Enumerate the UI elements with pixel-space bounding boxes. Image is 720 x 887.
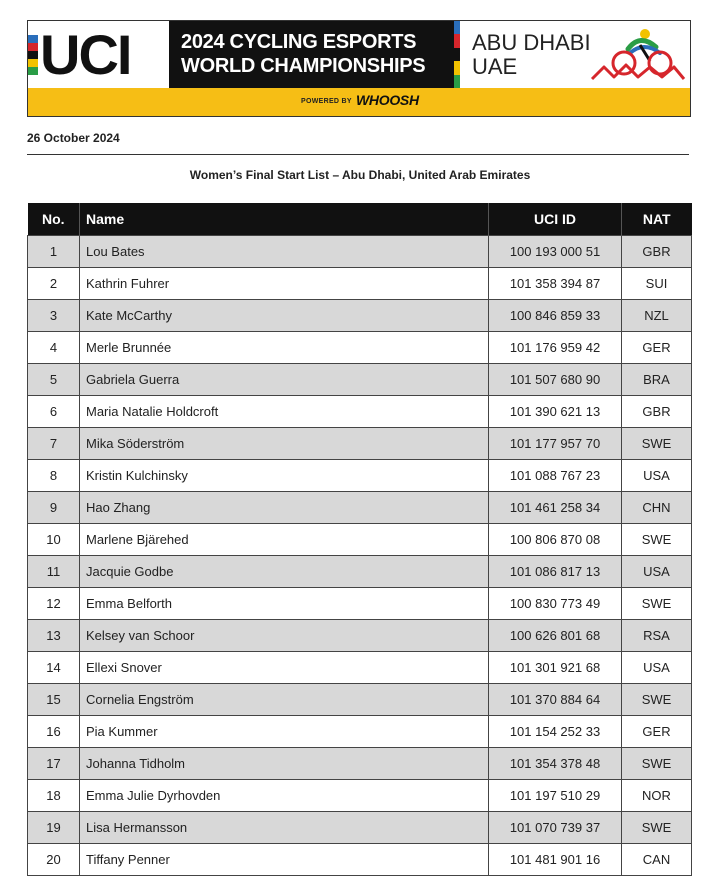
table-row <box>28 812 692 844</box>
cell-no: 18 <box>28 780 80 812</box>
table-row <box>28 652 692 684</box>
table-row <box>28 300 692 332</box>
cell-name: Ellexi Snover <box>80 652 489 684</box>
cell-nat: CHN <box>622 492 692 524</box>
table-row <box>28 492 692 524</box>
cell-no: 19 <box>28 812 80 844</box>
cell-no: 9 <box>28 492 80 524</box>
cell-no: 17 <box>28 748 80 780</box>
cell-uci-id: 100 193 000 51 <box>489 236 622 268</box>
cell-name: Pia Kummer <box>80 716 489 748</box>
cell-uci-id: 101 177 957 70 <box>489 428 622 460</box>
table-header-row <box>28 203 692 236</box>
table-row <box>28 268 692 300</box>
rainbow-stripes-icon <box>28 35 38 75</box>
event-banner <box>27 20 691 117</box>
cell-uci-id: 101 481 901 16 <box>489 844 622 876</box>
cell-nat: NOR <box>622 780 692 812</box>
cell-uci-id: 100 806 870 08 <box>489 524 622 556</box>
cell-no: 6 <box>28 396 80 428</box>
cell-uci-id: 100 846 859 33 <box>489 300 622 332</box>
column-header-uci-id: UCI ID <box>489 203 622 236</box>
cell-nat: GBR <box>622 396 692 428</box>
cell-no: 16 <box>28 716 80 748</box>
cell-name: Mika Söderström <box>80 428 489 460</box>
cell-nat: GBR <box>622 236 692 268</box>
table-row <box>28 332 692 364</box>
table-row <box>28 588 692 620</box>
cell-nat: SWE <box>622 748 692 780</box>
cell-nat: SUI <box>622 268 692 300</box>
table-row <box>28 556 692 588</box>
cell-uci-id: 101 070 739 37 <box>489 812 622 844</box>
cell-nat: SWE <box>622 588 692 620</box>
cell-uci-id: 101 301 921 68 <box>489 652 622 684</box>
table-row <box>28 396 692 428</box>
cell-no: 1 <box>28 236 80 268</box>
table-row <box>28 460 692 492</box>
column-header-nat: NAT <box>622 203 692 236</box>
cell-nat: CAN <box>622 844 692 876</box>
cell-nat: GER <box>622 716 692 748</box>
table-row <box>28 716 692 748</box>
cell-no: 5 <box>28 364 80 396</box>
cell-uci-id: 101 176 959 42 <box>489 332 622 364</box>
powered-by-label: POWERED BY <box>301 98 352 105</box>
country-name: UAE <box>472 54 518 79</box>
cell-name: Lisa Hermansson <box>80 812 489 844</box>
cell-name: Emma Belforth <box>80 588 489 620</box>
cell-nat: SWE <box>622 428 692 460</box>
table-row <box>28 748 692 780</box>
cell-name: Emma Julie Dyrhovden <box>80 780 489 812</box>
start-list-table <box>27 203 692 876</box>
cell-name: Kelsey van Schoor <box>80 620 489 652</box>
sponsor-bar <box>28 88 690 116</box>
cell-nat: USA <box>622 652 692 684</box>
cell-uci-id: 100 626 801 68 <box>489 620 622 652</box>
uci-logo <box>28 21 168 88</box>
cell-no: 14 <box>28 652 80 684</box>
cell-name: Kathrin Fuhrer <box>80 268 489 300</box>
cell-name: Cornelia Engström <box>80 684 489 716</box>
cell-name: Johanna Tidholm <box>80 748 489 780</box>
table-row <box>28 428 692 460</box>
cell-uci-id: 101 507 680 90 <box>489 364 622 396</box>
cell-no: 13 <box>28 620 80 652</box>
cell-name: Marlene Bjärehed <box>80 524 489 556</box>
sponsor-logo: WHOOSH <box>356 92 419 108</box>
cyclist-skyline-logo-icon <box>590 27 686 83</box>
title-line-2: WORLD CHAMPIONSHIPS <box>181 55 426 77</box>
cell-nat: SWE <box>622 812 692 844</box>
column-header-no: No. <box>28 203 80 236</box>
city-name: ABU DHABI <box>472 30 591 55</box>
cell-uci-id: 101 390 621 13 <box>489 396 622 428</box>
cell-nat: USA <box>622 460 692 492</box>
table-row <box>28 684 692 716</box>
championship-title <box>169 21 454 88</box>
cell-nat: SWE <box>622 684 692 716</box>
cell-name: Kate McCarthy <box>80 300 489 332</box>
cell-no: 10 <box>28 524 80 556</box>
cell-nat: BRA <box>622 364 692 396</box>
cell-nat: USA <box>622 556 692 588</box>
table-row <box>28 364 692 396</box>
cell-uci-id: 101 088 767 23 <box>489 460 622 492</box>
cell-uci-id: 101 354 378 48 <box>489 748 622 780</box>
cell-no: 7 <box>28 428 80 460</box>
cell-no: 11 <box>28 556 80 588</box>
cell-name: Hao Zhang <box>80 492 489 524</box>
cell-no: 15 <box>28 684 80 716</box>
cell-no: 12 <box>28 588 80 620</box>
table-row <box>28 620 692 652</box>
table-row <box>28 844 692 876</box>
page-title: Women’s Final Start List – Abu Dhabi, United Arab Emirates <box>189 168 531 182</box>
cell-uci-id: 101 370 884 64 <box>489 684 622 716</box>
document-date: 26 October 2024 <box>27 131 120 145</box>
cell-uci-id: 101 197 510 29 <box>489 780 622 812</box>
title-line-1: 2024 CYCLING ESPORTS <box>181 31 417 53</box>
cell-nat: RSA <box>622 620 692 652</box>
cell-name: Merle Brunnée <box>80 332 489 364</box>
table-row <box>28 780 692 812</box>
host-city <box>460 21 690 88</box>
divider <box>27 154 689 155</box>
cell-no: 8 <box>28 460 80 492</box>
table-row <box>28 236 692 268</box>
cell-name: Gabriela Guerra <box>80 364 489 396</box>
cell-uci-id: 101 154 252 33 <box>489 716 622 748</box>
cell-uci-id: 101 461 258 34 <box>489 492 622 524</box>
cell-name: Jacquie Godbe <box>80 556 489 588</box>
cell-uci-id: 100 830 773 49 <box>489 588 622 620</box>
cell-name: Tiffany Penner <box>80 844 489 876</box>
cell-no: 4 <box>28 332 80 364</box>
uci-logo-text: UCI <box>40 23 131 86</box>
cell-no: 2 <box>28 268 80 300</box>
cell-name: Kristin Kulchinsky <box>80 460 489 492</box>
cell-nat: SWE <box>622 524 692 556</box>
cell-nat: NZL <box>622 300 692 332</box>
cell-no: 20 <box>28 844 80 876</box>
cell-uci-id: 101 086 817 13 <box>489 556 622 588</box>
cell-uci-id: 101 358 394 87 <box>489 268 622 300</box>
cell-name: Maria Natalie Holdcroft <box>80 396 489 428</box>
banner-top <box>28 21 690 88</box>
cell-nat: GER <box>622 332 692 364</box>
cell-name: Lou Bates <box>80 236 489 268</box>
column-header-name: Name <box>80 203 489 236</box>
table-row <box>28 524 692 556</box>
cell-no: 3 <box>28 300 80 332</box>
